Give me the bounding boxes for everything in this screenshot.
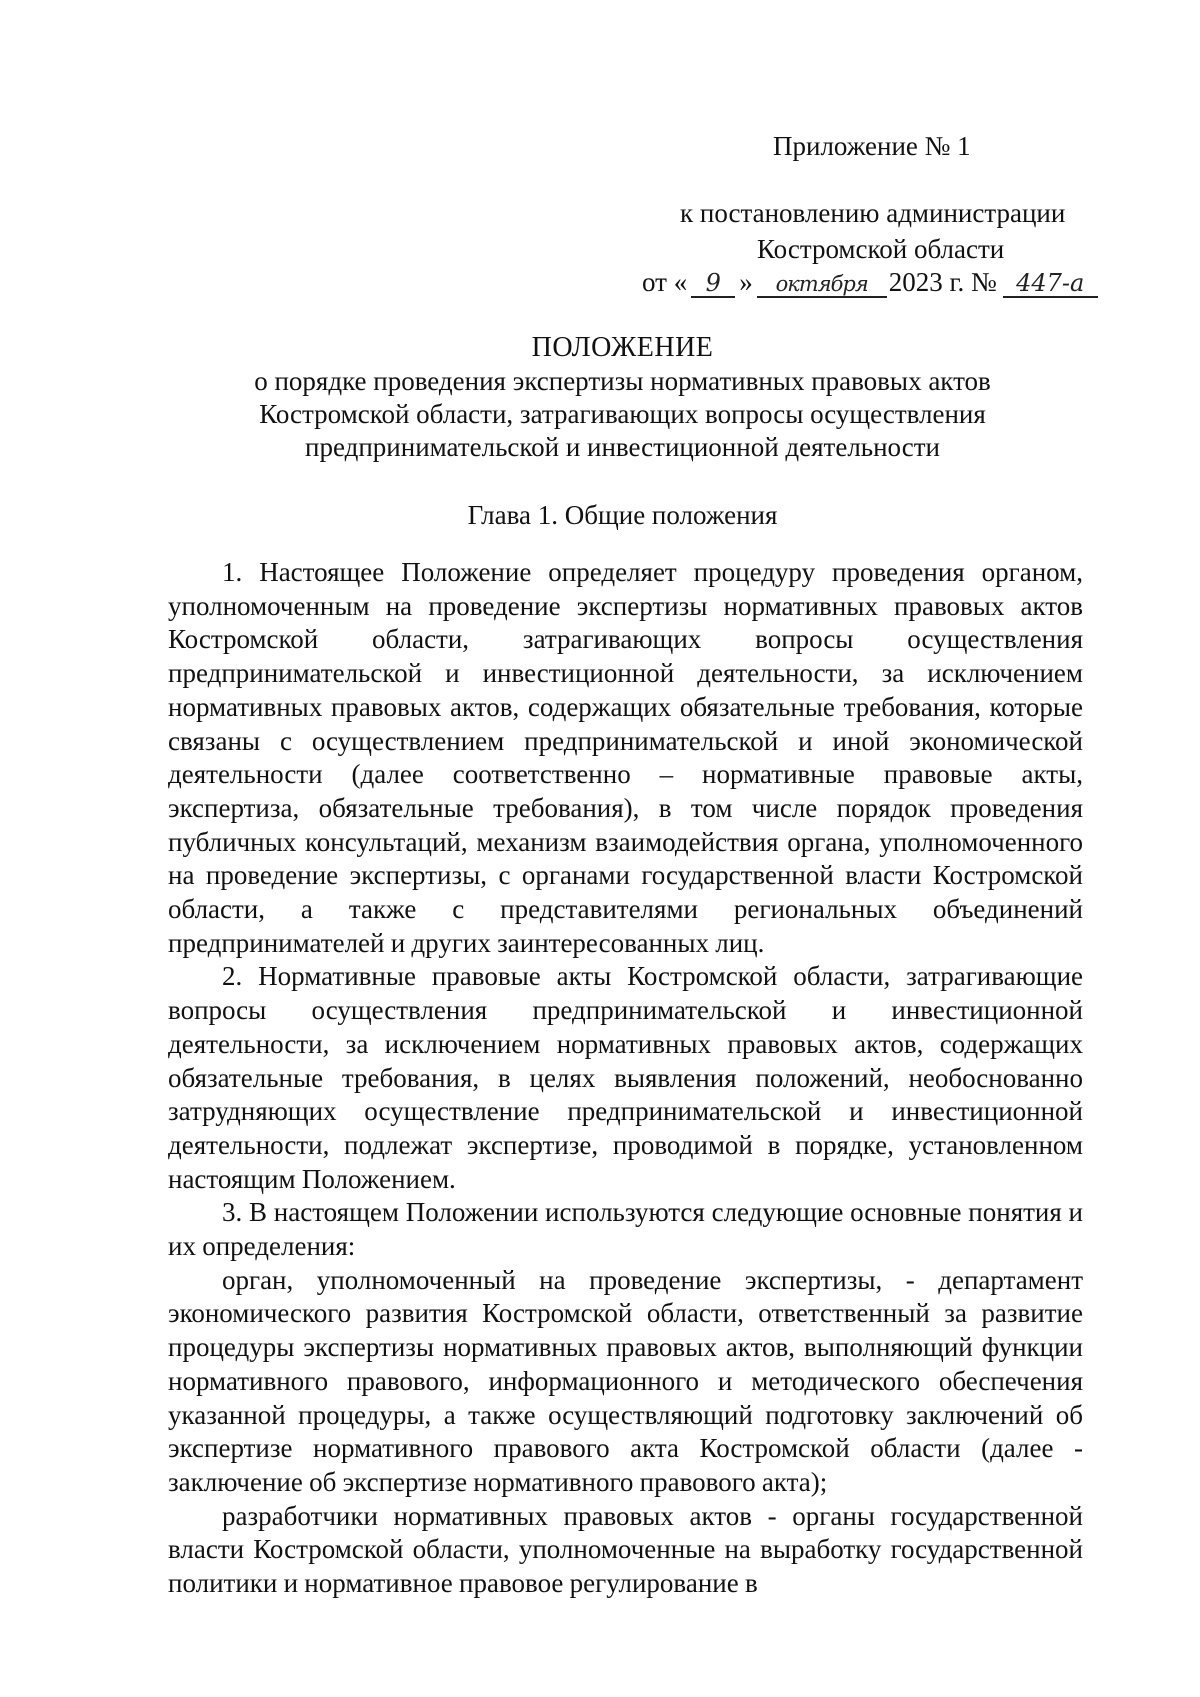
date-year: 2023 г. №	[888, 267, 997, 297]
paragraph: разработчики нормативных правовых актов - органы государственной власти Костромской области, уполномоченные на выработку государственной политики и нормативное правовое регулирование в	[168, 1500, 1083, 1599]
document-body	[168, 556, 1083, 1601]
handwritten-number: 447-а	[1003, 271, 1098, 298]
document-subtitle-line: о порядке проведения экспертизы нормативных правовых актов	[254, 366, 991, 396]
date-prefix: от «	[642, 267, 688, 297]
paragraph: 2. Нормативные правовые акты Костромской области, затрагивающие вопросы осуществления предпринимательской и инвестиционной деятельности, за исключением нормативных правовых актов, содержащих обязательные требования, в целях выявления положений, необоснованно затрудняющих осуществление предпринимательской и инвестиционной деятельности, подлежат экспертизе, проводимой в порядке, установленном настоящим Положением.	[168, 961, 1083, 1194]
document-subtitle-line: Костромской области, затрагивающих вопросы осуществления	[259, 399, 986, 429]
decree-date-line	[642, 269, 1098, 298]
decree-reference: к постановлению администрации	[680, 198, 1066, 228]
chapter-heading: Глава 1. Общие положения	[467, 500, 778, 530]
handwritten-day: 9	[691, 271, 735, 298]
appendix-title: Приложение № 1	[773, 131, 971, 161]
document-title: ПОЛОЖЕНИЕ	[531, 332, 714, 363]
paragraph: 1. Настоящее Положение определяет процедуру проведения органом, уполномоченным на проведение экспертизы нормативных правовых актов Костромской области, затрагивающих вопросы осуществления предпринимательской и инвестиционной деятельности, за исключением нормативных правовых актов, содержащих обязательные требования, которые связаны с осуществлением предпринимательской и иной экономической деятельности (далее соответственно – нормативные правовые акты, экспертиза, обязательные требования), в том числе порядок проведения публичных консультаций, механизм взаимодействия органа, уполномоченного на проведение экспертизы, с органами государственной власти Костромской области, а также с представителями региональных объединений предпринимателей и других заинтересованных лиц.	[168, 557, 1083, 958]
date-mid: »	[739, 267, 753, 297]
handwritten-month: октября	[757, 274, 887, 298]
document-subtitle-line: предпринимательской и инвестиционной деятельности	[305, 432, 940, 462]
paragraph: 3. В настоящем Положении используются следующие основные понятия и их определения:	[168, 1197, 1083, 1262]
decree-region: Костромской области	[757, 234, 1005, 264]
paragraph: орган, уполномоченный на проведение экспертизы, - департамент экономического развития Костромской области, ответственный за развитие процедуры экспертизы нормативных правовых актов, выполняющий функции нормативного правового, информационного и методического обеспечения указанной процедуры, а также осуществляющий подготовку заключений об экспертизе нормативного правового акта Костромской области (далее - заключение об экспертизе нормативного правового акта);	[168, 1264, 1083, 1497]
